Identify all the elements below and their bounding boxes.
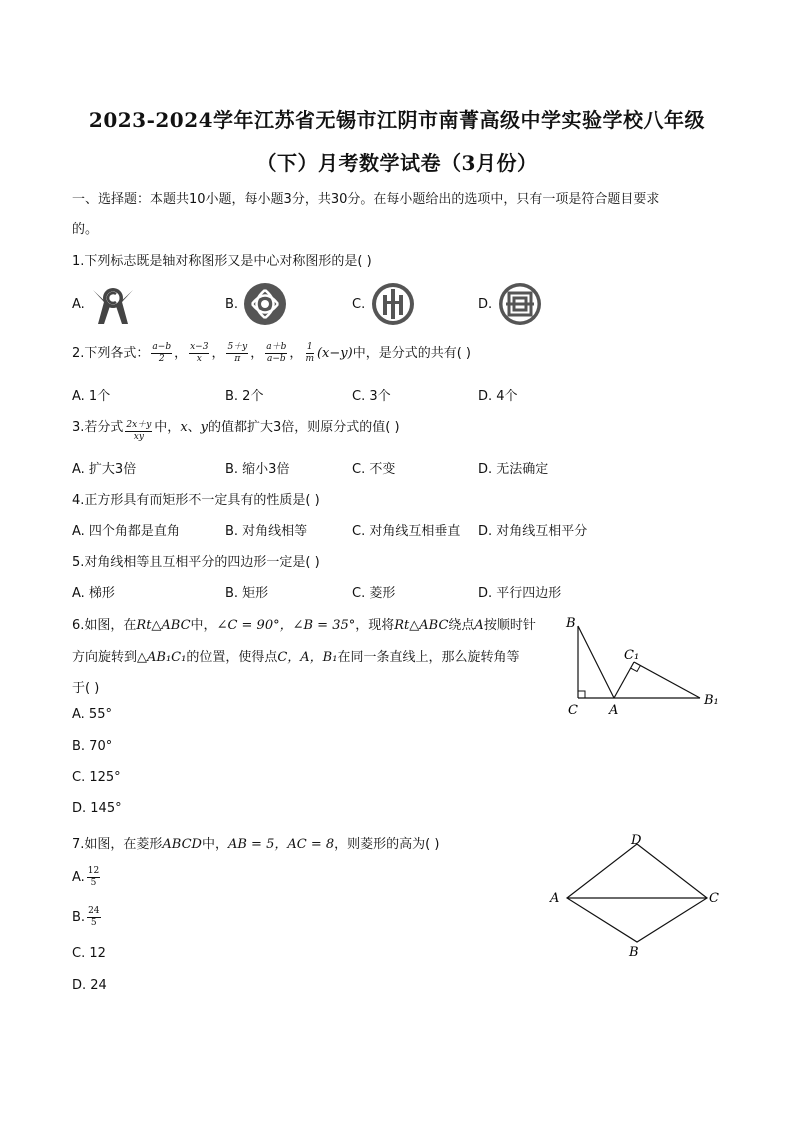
q2-option-d: D. 4个 [478,389,518,404]
q7-option-b: B. $\frac{24}{5}$ [72,906,100,928]
q7-option-d: D. 24 [72,978,107,993]
q1-option-a-label: A. [72,297,85,312]
q6-label-B1: B₁ [704,693,719,708]
q6-stem-line2: 方向旋转到△AB₁C₁的位置，使得点C，A，B₁在同一条直线上，那么旋转角等 [72,650,520,665]
q3-stem: 3.若分式 $\frac{2x+y}{xy}$ 中，x、y的值都扩大3倍，则原分式的值( ) [72,420,400,442]
q6-triangle-figure [560,612,730,722]
q7-stem: 7.如图，在菱形ABCD中，AB = 5，AC = 8，则菱形的高为( ) [72,837,440,852]
q5-option-c: C. 菱形 [352,586,396,601]
q4-option-c: C. 对角线互相垂直 [352,524,461,539]
q1-logo-d-icon [497,281,543,327]
q2-option-c: C. 3个 [352,389,391,404]
q1-option-c-label: C. [352,297,366,312]
q3-fraction: $\frac{2x+y}{xy}$ [126,420,152,442]
q2-fraction-4: $\frac{a+b}{a-b}$ [266,342,287,364]
q7-label-D: D [631,833,642,848]
q6-label-C1: C₁ [624,648,640,663]
q4-stem: 4.正方形具有而矩形不一定具有的性质是( ) [72,493,320,508]
exam-title-line2: （下）月考数学试卷（3月份） [256,151,538,175]
q1-option-d-label: D. [478,297,493,312]
q1-stem: 1.下列标志既是轴对称图形又是中心对称图形的是( ) [72,254,372,269]
section1-instruction: 一、选择题：本题共10小题，每小题3分，共30分。在每小题给出的选项中，只有一项是符合题目要求 [72,192,660,207]
q6-label-B: B [566,616,576,631]
q3-option-c: C. 不变 [352,462,396,477]
q6-option-b: B. 70° [72,739,113,754]
q2-option-a: A. 1个 [72,389,111,404]
q7-label-B: B [629,945,639,960]
q1-logo-c-icon [370,281,416,327]
q5-option-b: B. 矩形 [225,586,269,601]
q5-option-d: D. 平行四边形 [478,586,562,601]
q6-option-c: C. 125° [72,770,121,785]
q6-label-A: A [609,703,619,718]
q1-option-b-label: B. [225,297,239,312]
q7-label-C: C [709,891,719,906]
q7-option-c: C. 12 [72,946,106,961]
q7-label-A: A [550,891,560,906]
exam-title-line1: 2023-2024学年江苏省无锡市江阴市南菁高级中学实验学校八年级 [88,108,706,132]
q7-rhombus-figure [545,830,725,960]
q2-fraction-2: $\frac{x-3}{x}$ [190,342,209,364]
q6-stem-line3: 于( ) [72,681,100,696]
q2-stem: 2.下列各式： $\frac{a-b}{2}$ ， $\frac{x-3}{x}$ ， $\frac{5+y}{\pi}$ ， $\frac{a+b}{a-b}$ ， $\frac{1}{m}$ (x−y)中，是分式的共有( ) [72,342,471,364]
q3-option-a: A. 扩大3倍 [72,462,137,477]
q5-stem: 5.对角线相等且互相平分的四边形一定是( ) [72,555,320,570]
q4-option-b: B. 对角线相等 [225,524,308,539]
section1-instruction-cont: 的。 [72,222,99,237]
q4-option-a: A. 四个角都是直角 [72,524,180,539]
q1-logo-b-icon [242,281,288,327]
q2-fraction-3: $\frac{5+y}{\pi}$ [227,342,248,364]
q3-option-b: B. 缩小3倍 [225,462,290,477]
q2-option-b: B. 2个 [225,389,264,404]
q2-fraction-5: $\frac{1}{m}$ [305,342,314,364]
q6-option-a: A. 55° [72,707,112,722]
q5-option-a: A. 梯形 [72,586,115,601]
q4-option-d: D. 对角线互相平分 [478,524,588,539]
q6-label-C: C [568,703,578,718]
q3-option-d: D. 无法确定 [478,462,549,477]
q6-stem-line1: 6.如图，在Rt△ABC中，∠C = 90°，∠B = 35°，现将Rt△ABC绕点A按顺时针 [72,618,536,633]
q7-option-a: A. $\frac{12}{5}$ [72,866,100,888]
q2-fraction-1: $\frac{a-b}{2}$ [152,342,172,364]
q1-logo-a-icon [90,282,136,326]
q6-option-d: D. 145° [72,801,122,816]
